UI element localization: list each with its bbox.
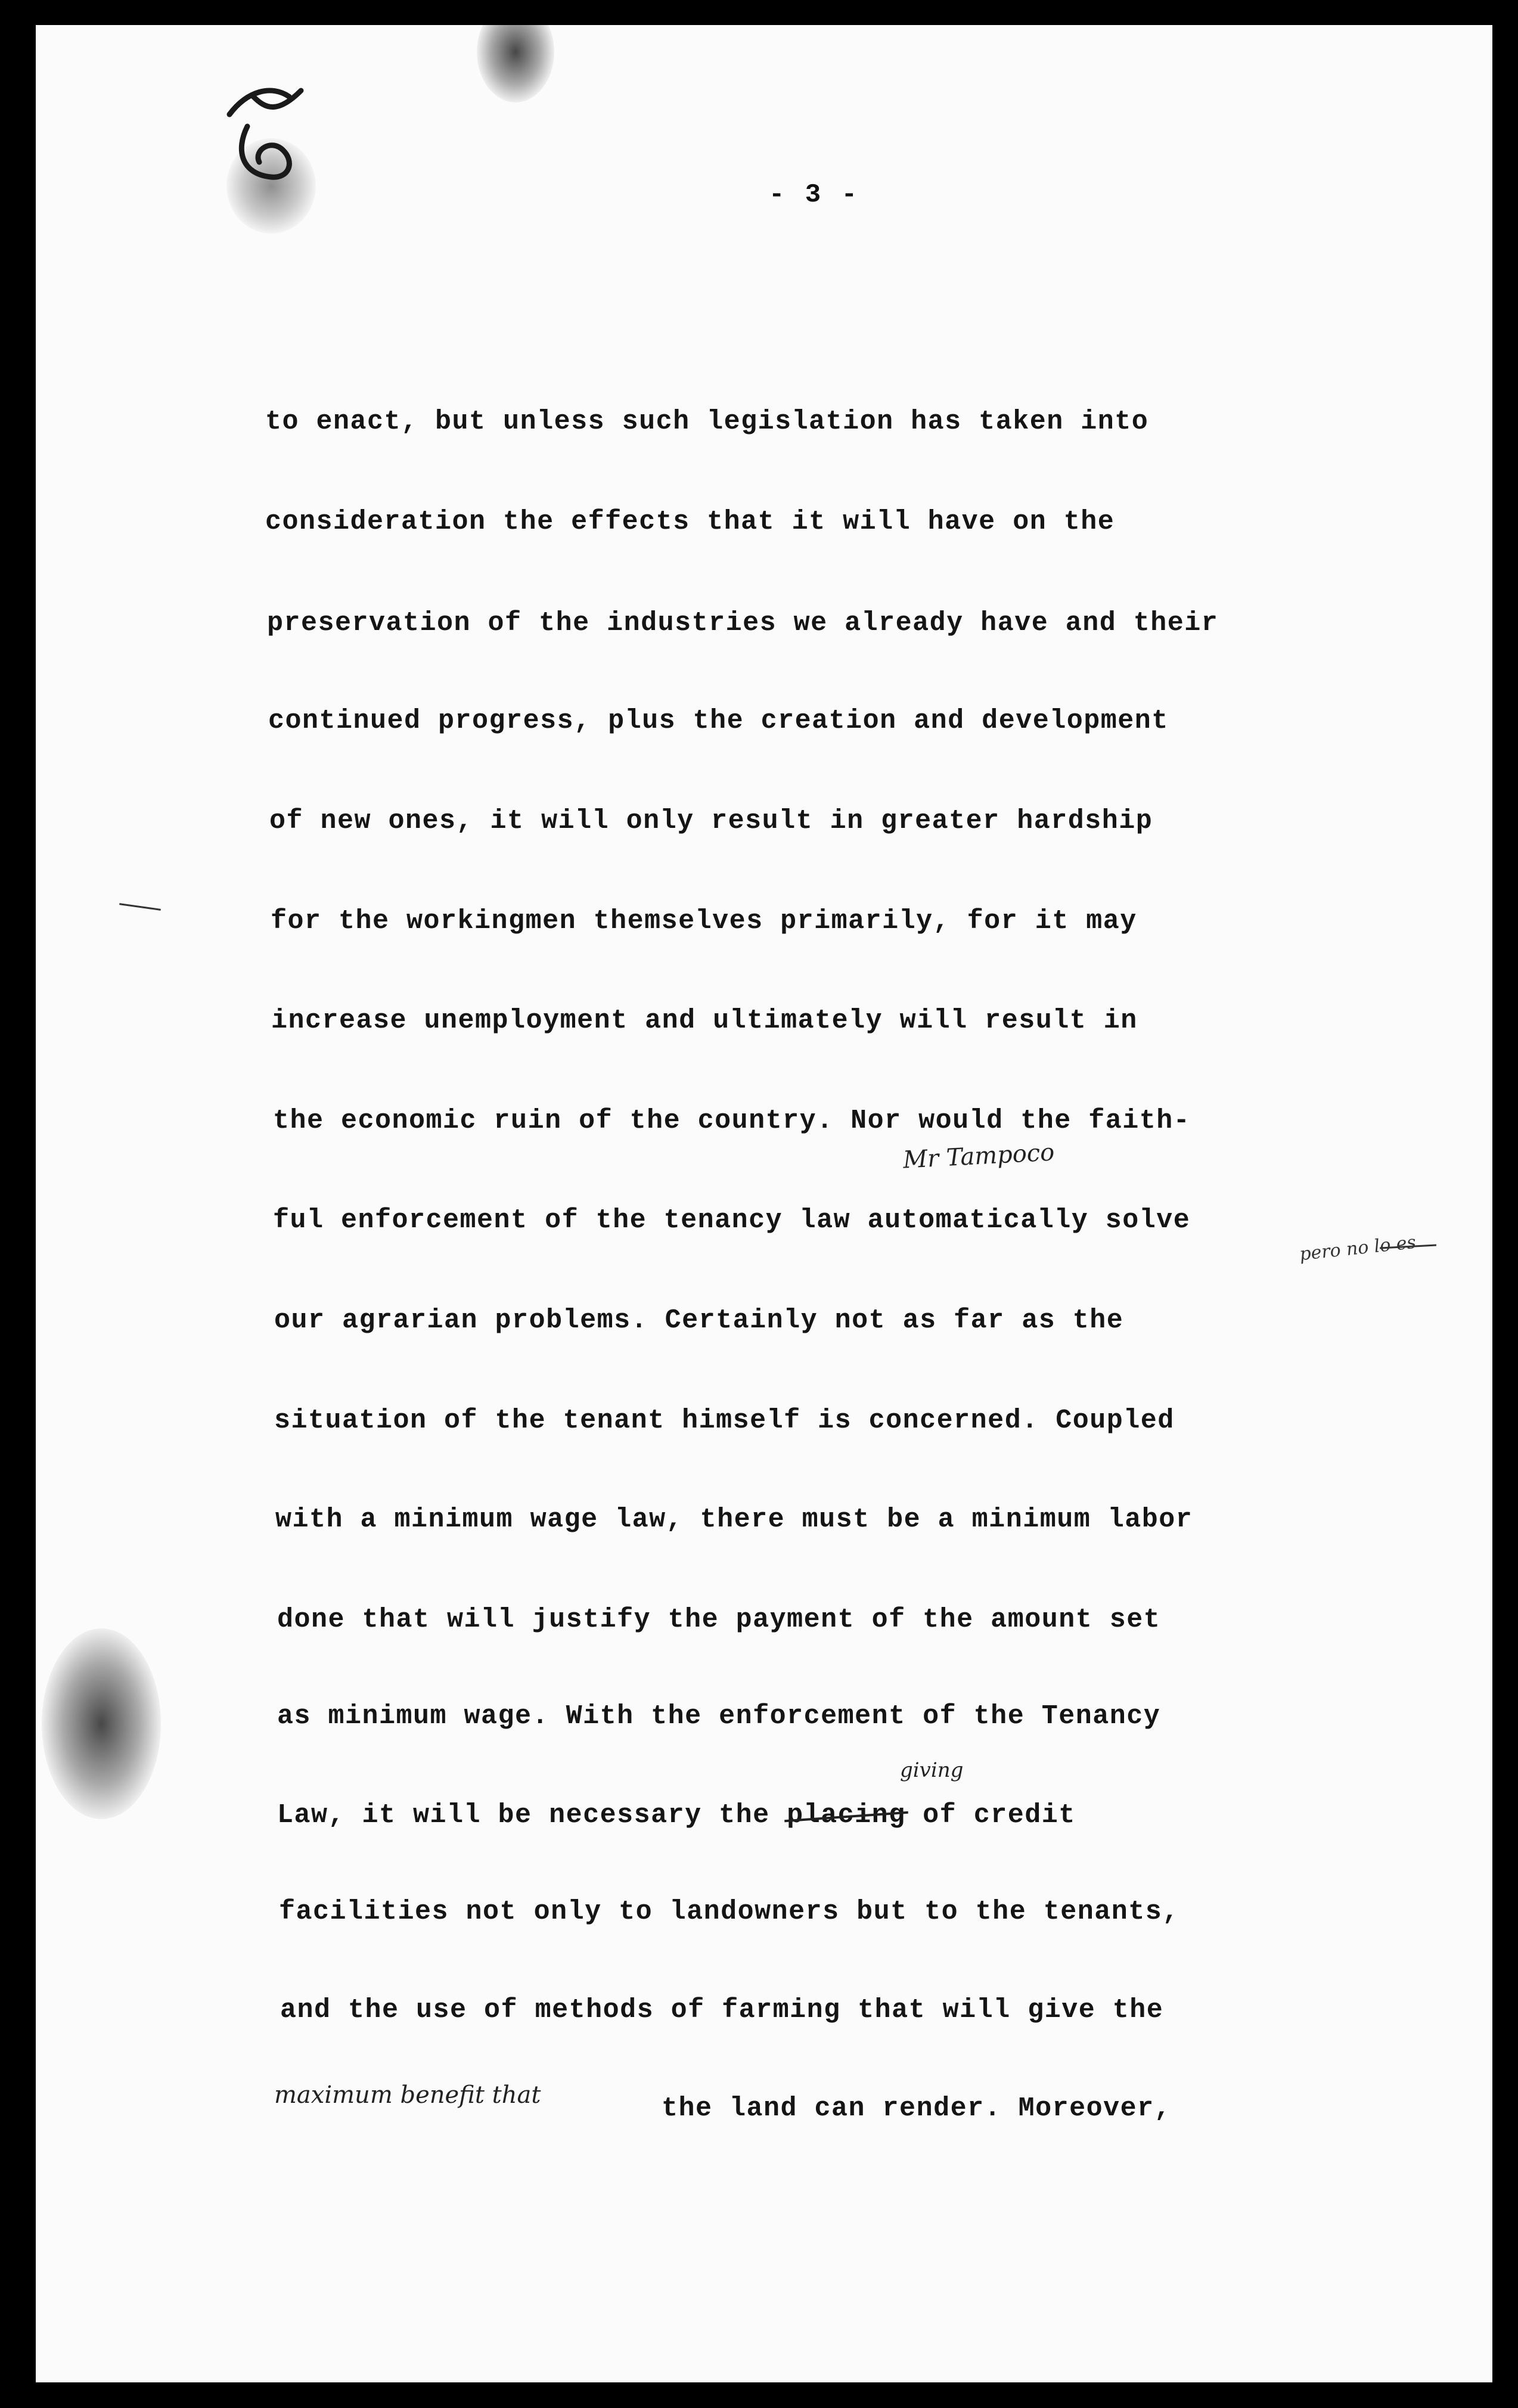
body-line: to enact, but unless such legislation has taken into [265, 406, 1149, 437]
body-line: ful enforcement of the tenancy law automatically solve [273, 1205, 1191, 1236]
typed-text: of credit [905, 1800, 1076, 1830]
handwritten-insertion: maximum benefit that [274, 2081, 541, 2109]
body-line: our agrarian problems. Certainly not as far as the [274, 1305, 1124, 1336]
body-line: preservation of the industries we already have and their [267, 608, 1219, 638]
body-line: with a minimum wage law, there must be a minimum labor [275, 1504, 1193, 1535]
margin-mark [119, 903, 161, 911]
body-line: consideration the effects that it will have on the [265, 507, 1115, 537]
document-page [36, 25, 1492, 2382]
body-line: done that will justify the payment of the amount set [277, 1605, 1161, 1635]
body-line: continued progress, plus the creation and development [268, 706, 1169, 736]
body-line [277, 1800, 1076, 1830]
body-line: situation of the tenant himself is concerned. Coupled [274, 1405, 1175, 1436]
ink-smudge [477, 25, 554, 103]
handwritten-correction: giving [900, 1758, 964, 1782]
body-line: for the workingmen themselves primarily, for it may [271, 906, 1137, 936]
typed-text: Law, it will be necessary the [277, 1800, 787, 1830]
body-line: increase unemployment and ultimately will result in [271, 1006, 1138, 1036]
body-line: as minimum wage. With the enforcement of the Tenancy [277, 1701, 1161, 1731]
body-line: and the use of methods of farming that will give the [280, 1995, 1164, 2025]
body-line: of new ones, it will only result in greater hardship [269, 806, 1153, 836]
handwritten-annotation: Mr Tampoco [902, 1138, 1056, 1174]
handwritten-margin-note: pero no lo es [1298, 1231, 1417, 1265]
struck-word: placing [787, 1800, 906, 1830]
page-number: - 3 - [769, 180, 860, 210]
ink-smudge [42, 1628, 161, 1819]
body-line: facilities not only to landowners but to the tenants, [279, 1897, 1179, 1927]
handwritten-corner-mark [218, 73, 313, 192]
body-line: the land can render. Moreover, [662, 2093, 1172, 2124]
body-line: the economic ruin of the country. Nor would the faith- [273, 1106, 1191, 1136]
